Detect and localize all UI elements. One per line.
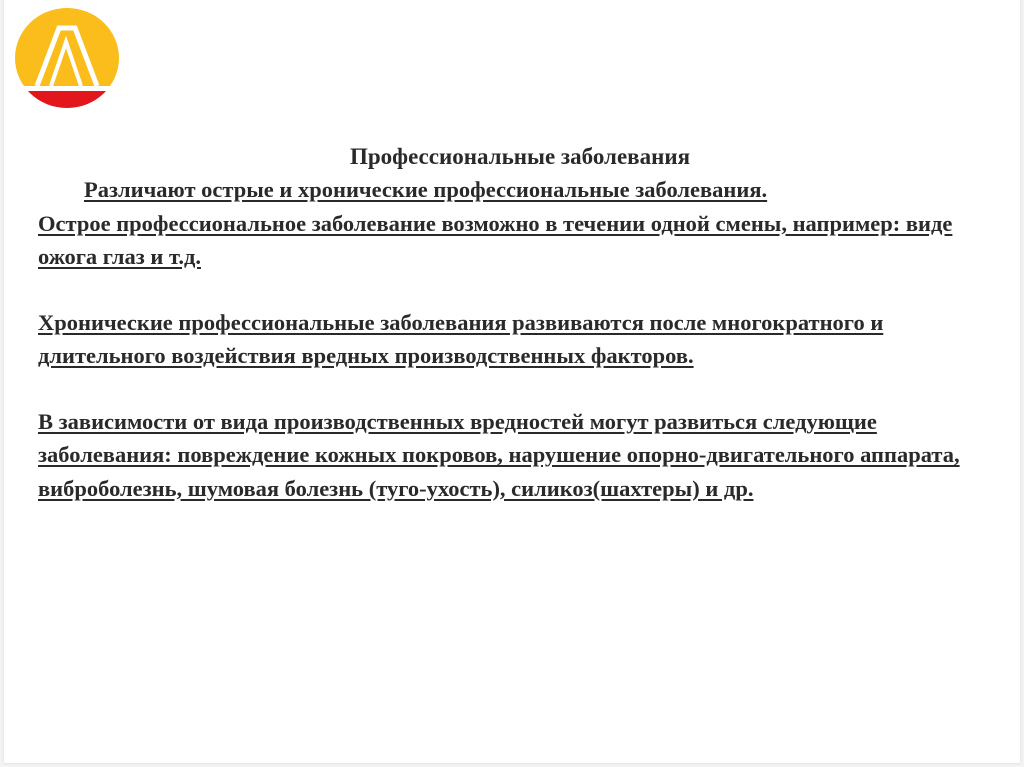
slide-subtitle: Различают острые и хронические профессиональные заболевания.	[84, 177, 768, 202]
slide-title: Профессиональные заболевания	[349, 144, 691, 169]
university-logo-icon	[15, 8, 119, 108]
slide-content	[38, 140, 998, 505]
paragraph-acute: Острое профессиональное заболевание возможно в течении одной смены, например: виде ожога глаз и т.д.	[38, 210, 953, 269]
paragraph-chronic: Хронические профессиональные заболевания развиваются после многократного и длительного воздействия вредных производственных факторов.	[38, 309, 884, 368]
slide	[4, 0, 1020, 763]
paragraph-diseases: В зависимости от вида производственных вредностей могут развиться следующие заболевания: повреждение кожных покровов, нарушение опорно-двигательного аппарата, виброболезнь, шумовая болезнь (туго-ухость), силикоз(шахтеры) и др.	[38, 408, 960, 501]
